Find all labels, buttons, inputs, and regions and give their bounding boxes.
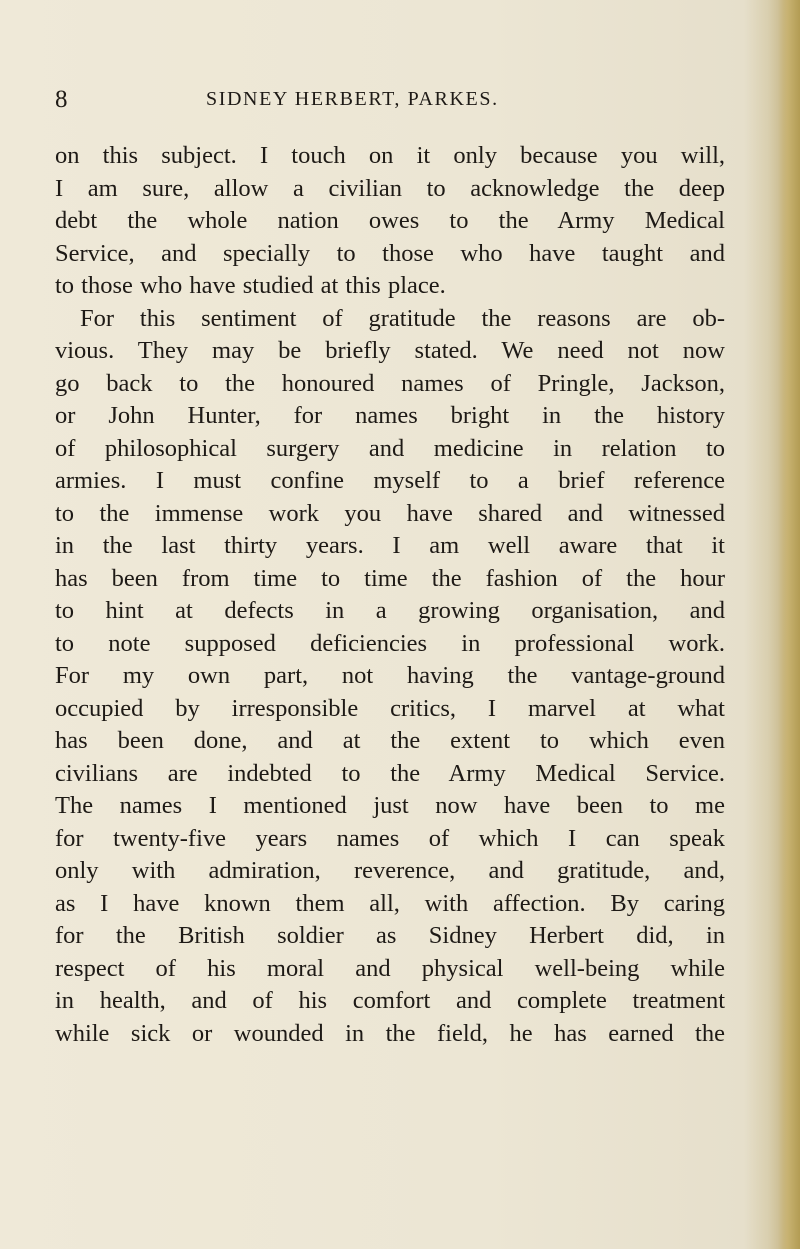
- text-line: of philosophical surgery and medicine in relation to: [55, 434, 725, 462]
- text-line: to hint at defects in a growing organisation, and: [55, 597, 725, 624]
- text-line: on this subject. I touch on it only because you will,: [55, 142, 725, 169]
- text-line: while sick or wounded in the field, he has earned the: [55, 1019, 725, 1047]
- text-line: in health, and of his comfort and complete treatment: [55, 987, 725, 1014]
- text-line: for the British soldier as Sidney Herbert did, in: [55, 922, 725, 949]
- text-line: or John Hunter, for names bright in the history: [55, 402, 725, 429]
- text-line: in the last thirty years. I am well aware that it: [55, 532, 725, 559]
- text-line: to those who have studied at this place.: [55, 272, 446, 299]
- text-line: occupied by irresponsible critics, I marvel at what: [55, 694, 725, 722]
- page-number: 8: [55, 86, 69, 113]
- text-line: respect of his moral and physical well-being while: [55, 954, 725, 982]
- text-line: For this sentiment of gratitude the reasons are ob-: [80, 304, 725, 332]
- text-line: to the immense work you have shared and witnessed: [55, 499, 725, 527]
- text-line: debt the whole nation owes to the Army Medical: [55, 207, 725, 234]
- text-line: to note supposed deficiencies in professional work.: [55, 629, 725, 657]
- text-line: has been done, and at the extent to which even: [55, 727, 725, 754]
- text-line: as I have known them all, with affection. By caring: [55, 889, 725, 917]
- text-line: has been from time to time the fashion of the hour: [55, 564, 725, 592]
- text-line: The names I mentioned just now have been to me: [55, 792, 725, 819]
- text-line: go back to the honoured names of Pringle, Jackson,: [55, 369, 725, 397]
- body-text: [55, 140, 725, 1050]
- running-head: [0, 86, 800, 116]
- text-line: only with admiration, reverence, and gratitude, and,: [55, 857, 725, 884]
- text-line: For my own part, not having the vantage-ground: [55, 662, 725, 689]
- text-line: armies. I must confine myself to a brief reference: [55, 467, 725, 494]
- text-line: I am sure, allow a civilian to acknowledge the deep: [55, 174, 725, 202]
- text-line: for twenty-five years names of which I can speak: [55, 824, 725, 852]
- text-line: civilians are indebted to the Army Medical Service.: [55, 759, 725, 787]
- page-edge-shadow: [778, 0, 800, 1249]
- text-line: Service, and specially to those who have taught and: [55, 239, 725, 267]
- running-head-title: SIDNEY HERBERT, PARKES.: [206, 88, 499, 110]
- text-line: vious. They may be briefly stated. We need not now: [55, 337, 725, 364]
